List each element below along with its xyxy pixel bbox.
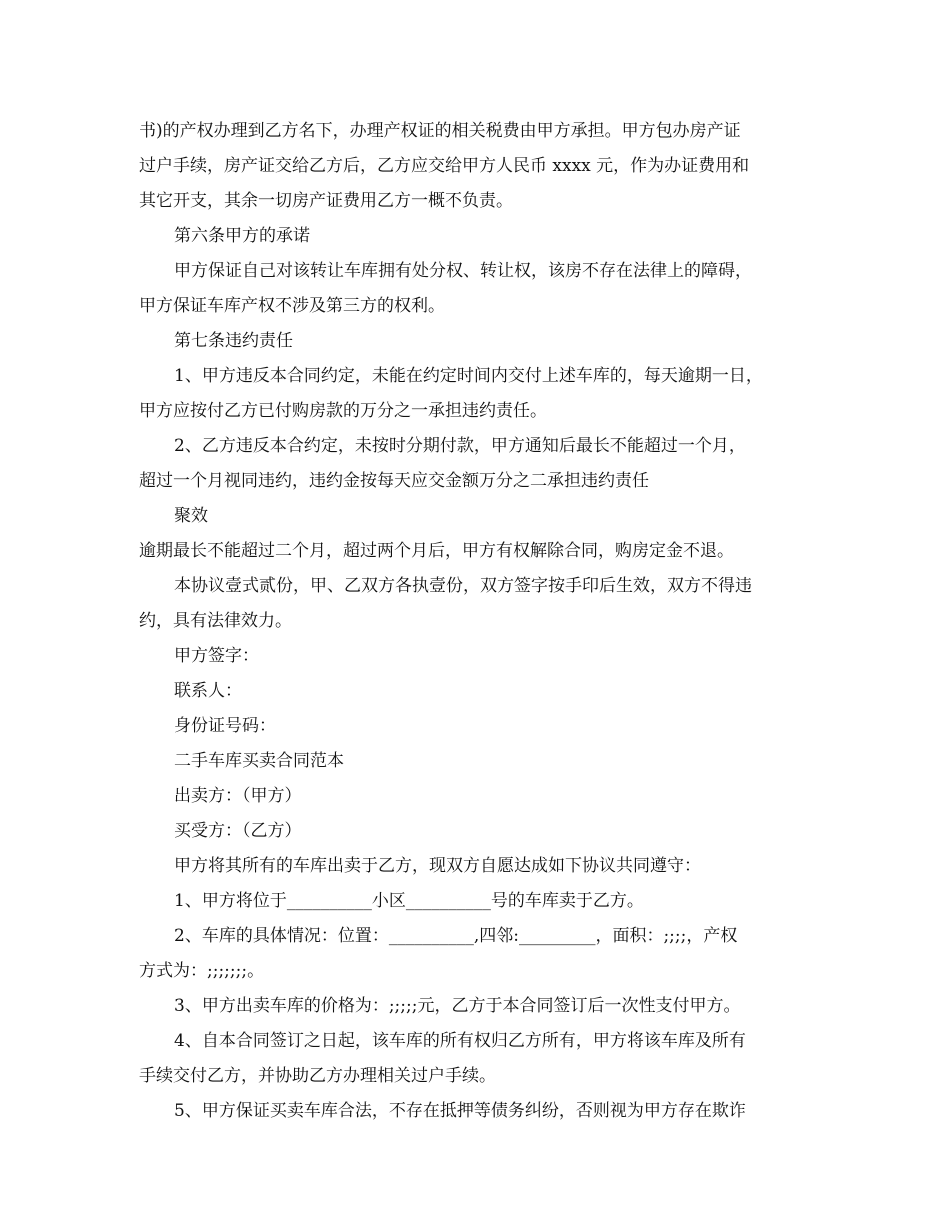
signature-field-label: 甲方签字：: [174, 646, 259, 666]
paragraph-line: 过户手续，房产证交给乙方后，乙方应交给甲方人民币 xxxx 元，作为办证费用和: [139, 156, 750, 176]
paragraph-line: 书)的产权办理到乙方名下，办理产权证的相关税费由甲方承担。甲方包办房产证: [139, 121, 741, 141]
paragraph-line: 4、自本合同签订之日起，该车库的所有权归乙方所有，甲方将该车库及所有: [174, 1031, 746, 1051]
paragraph-line: 甲方保证自己对该转让车库拥有处分权、转让权，该房不存在法律上的障碍，: [174, 261, 752, 281]
paragraph-line: 本协议壹式贰份，甲、乙双方各执壹份，双方签字按手印后生效，双方不得违: [174, 576, 752, 596]
paragraph-line: 1、甲方将位于__________小区__________号的车库卖于乙方。: [174, 891, 644, 911]
paragraph-line: 1、甲方违反本合同约定，未能在约定时间内交付上述车库的，每天逾期一日，: [174, 366, 763, 386]
paragraph-line: 超过一个月视同违约，违约金按每天应交金额万分之二承担违约责任: [139, 471, 649, 491]
section-heading: 第七条违约责任: [174, 331, 293, 351]
contact-field-label: 联系人：: [174, 681, 242, 701]
paragraph-line: 5、甲方保证买卖车库合法，不存在抵押等债务纠纷，否则视为甲方存在欺诈: [174, 1101, 746, 1121]
seller-label: 出卖方：（甲方）: [174, 786, 302, 806]
paragraph-line: 聚效: [174, 506, 208, 526]
document-title: 二手车库买卖合同范本: [174, 751, 344, 771]
paragraph-line: 甲方保证车库产权不涉及第三方的权利。: [139, 296, 445, 316]
buyer-label: 买受方：（乙方）: [174, 821, 302, 841]
paragraph-line: 逾期最长不能超过二个月，超过两个月后，甲方有权解除合同，购房定金不退。: [139, 541, 734, 561]
paragraph-line: 其它开支，其余一切房产证费用乙方一概不负责。: [139, 191, 513, 211]
paragraph-line: 方式为：;;;;;;;。: [139, 961, 265, 981]
id-number-field-label: 身份证号码：: [174, 716, 276, 736]
paragraph-line: 甲方应按付乙方已付购房款的万分之一承担违约责任。: [139, 401, 547, 421]
paragraph-line: 甲方将其所有的车库出卖于乙方，现双方自愿达成如下协议共同遵守：: [174, 856, 701, 876]
paragraph-line: 3、甲方出卖车库的价格为：;;;;;元，乙方于本合同签订后一次性支付甲方。: [174, 996, 741, 1016]
paragraph-line: 2、乙方违反本合约定，未按时分期付款，甲方通知后最长不能超过一个月，: [174, 436, 746, 456]
paragraph-line: 2、车库的具体情况：位置：__________,四邻:_________，面积：;;;;，产权: [174, 926, 738, 946]
paragraph-line: 约，具有法律效力。: [139, 611, 292, 631]
section-heading: 第六条甲方的承诺: [174, 226, 310, 246]
paragraph-line: 手续交付乙方，并协助乙方办理相关过户手续。: [139, 1066, 496, 1086]
